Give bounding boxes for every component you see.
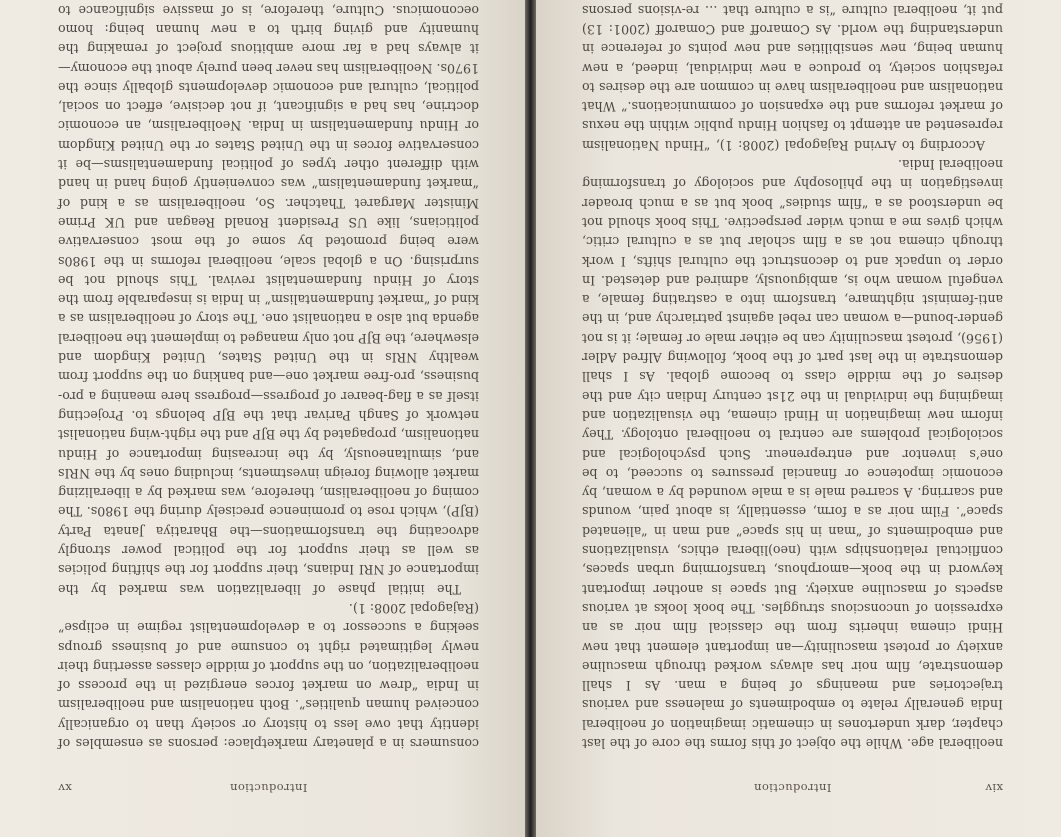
page-xiv [536, 0, 1061, 837]
running-head-title: Introduction [229, 781, 308, 795]
running-head [58, 773, 479, 795]
paragraph: consumers in a planetary marketplace: persons as ensembles of identity that owe less to history or society than to organically conceived human qualities”. Both nationalism and neoliberalism in India “drew on market forces energized in the process of neoliberalization, on the support of middle classes asserting their newly legitimated right to consume and of business groups seeking a successor to a developmentalist regime in eclipse” (Rajagopal 2008: 1). [58, 600, 479, 751]
paragraph: neoliberal age. While the object of this forms the core of the last chapter, dark undertones in cinematic imagination of neoliberal India generally relate to embodiments of maleness and various trajectories and meanings of being a man. As I shall demonstrate, film noir has always worked through masculine anxiety or protest masculinity—an important element that new Hindi cinema inherits from the classical film noir as an expression of unconscious struggles. The book looks at various aspects of masculine anxiety. But space is another important keyword in the book—amorphous, transforming urban spaces, conflictual relationships with (neo)liberal ethics, visualizations and embodiments of “man in his space” and man in “alienated space”. Film noir as a form, essentially, is about pain, wounds and scarring. A scarred male is a male wounded by a woman, by economic impotence or financial pressures to succeed, to be one’s inventor and entrepreneur. Such psychological and sociological problems are central to neoliberal ontology. They inform new imagination in Hindi cinema, the visualization and imagining the individual in the 21st century Indian city and the desires of the middle class to become global. As I shall demonstrate in the last part of the book, following Alfred Adler (1956), protest masculinity can be either male or female; it is not gender-bound—a woman can rebel against patriarchy and, in the anti-feminist nightmare, transform into a castrating female, a vengeful woman who is, ambiguously, admired and detested. In order to unpack and to deconstruct the cultural shifts, I work through cinema not as a film scholar but as a cultural critic, which gives me a much wider perspective. This book should not be understood as a “film studies” book but as a much broader investigation in the philosophy and sociology of transforming neoliberal India. [582, 157, 1003, 751]
running-head [582, 773, 1003, 795]
page-number: xv [58, 781, 72, 795]
page-xv [0, 0, 525, 837]
running-head-title: Introduction [753, 781, 832, 795]
paragraph: According to Arvind Rajagopal (2008: 1), “Hindu Nationalism represented an attempt to fashion Hindu public within the nexus of market reforms and the expansion of communications.” What nationalism and neoliberalism have in common are the desires to refashion society, to produce a new individual, indeed, a new human being, new sensibilities and new points of reference in understanding the world. As Comaroff and Comaroff (2001: 13) put it, neoliberal culture “is a culture that … re-visions persons [582, 2, 1003, 153]
page-number: xiv [985, 781, 1003, 795]
book-gutter [525, 0, 536, 837]
paragraph: The initial phase of liberalization was marked by the importance of NRI Indians, their support for the shifting policies as well as their support for the political power strongly advocating the transformations—the Bharatiya Janata Party (BJP), which rose to prominence precisely during the 1980s. The coming of neoliberalism, therefore, was marked by a liberalizing market allowing foreign investments, including ones by the NRIs and, simultaneously, by the increasing importance of Hindu nationalism, propagated by the BJP and the right-wing nationalist network of Sangh Parivar that the BJP belongs to. Projecting itself as a flag-bearer of progress—progress here meaning a pro-business, pro-free market one—and banking on the support from wealthy NRIs in the United States, United Kingdom and elsewhere, the BJP not only managed to implement the neoliberal agenda but also a nationalist one. The story of neoliberalism as a kind of “market fundamentalism” in India is inseparable from the story of Hindu fundamentalist revival. This should not be surprising. On a global scale, neoliberal reforms in the 1980s were being promoted by some of the most conservative politicians, like US President Ronald Reagan and UK Prime Minister Margaret Thatcher. So, neoliberalism as a kind of “market fundamentalism” was conveniently going hand in hand with different other types of political fundamentalisms—be it conservative forces in the United States or the United Kingdom or Hindu fundamentalism in India. Neoliberalism, an economic doctrine, has had a significant, if not decisive, effect on social, political, cultural and economic developments globally since the 1970s. Neoliberalism has never been purely about the economy—it always had a far more ambitious project of remaking the humanity and giving birth to a new human being: homo oeconomicus. Culture, therefore, is of massive significance to [58, 2, 479, 597]
